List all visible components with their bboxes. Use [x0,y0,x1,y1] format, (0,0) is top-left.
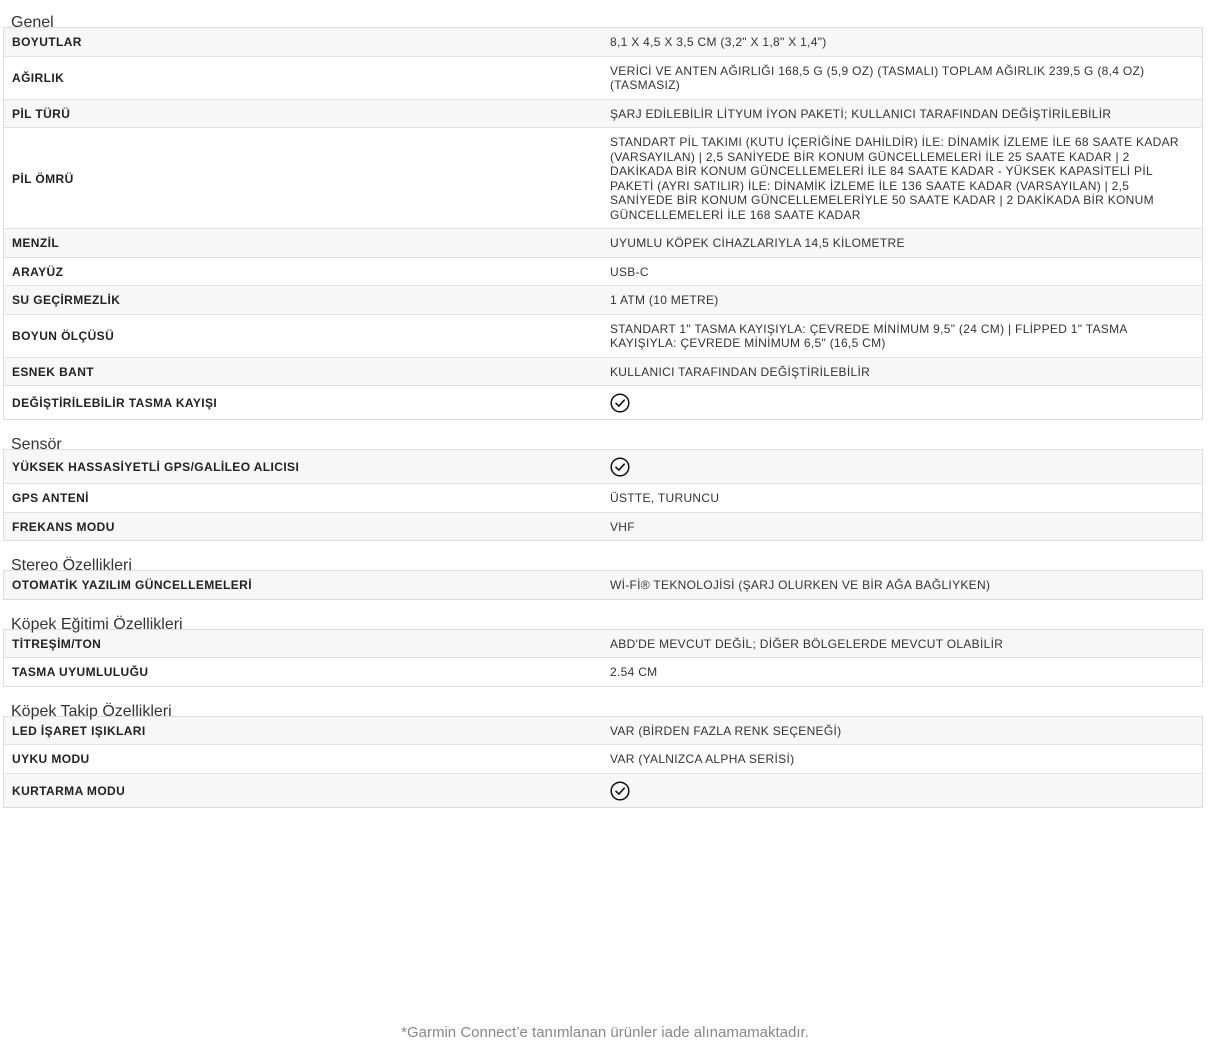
spec-value [603,57,1202,99]
spec-row [4,127,1202,228]
spec-value-text: 8,1 X 4,5 X 3,5 CM (3,2" X 1,8" X 1,4") [610,35,827,49]
spec-label: TASMA UYUMLULUĞU [12,665,149,680]
spec-label: TİTREŞİM/TON [12,636,102,651]
spec-value-text: STANDART PİL TAKIMI (KUTU İÇERİĞİNE DAHİLDİR) İLE: DİNAMİK İZLEME İLE 68 SAATE KADAR (VARSAYILAN) | 2,5 SANİYEDE BİR KONUM GÜNCELLEMELERİ İLE 25 SAATE KADAR | 2 DAKİKADA BİR KONUM GÜNCELLEMELERİ İLE 84 SAATE KADAR - YÜKSEK KAPASİTELİ PİL PAKETİ (AYRI SATILIR) İLE: DİNAMİK İZLEME İLE 136 SAATE KADAR (VARSAYILAN) | 2,5 SANİYEDE BİR KONUM GÜNCELLEMELERİYLE 50 SAATE KADAR | 2 DAKİKADA BİR KONUM GÜNCELLEMELERİ İLE 168 SAATE KADAR [610,135,1179,222]
spec-value [603,717,1202,745]
spec-value-text: KULLANICI TARAFINDAN DEĞİŞTİRİLEBİLİR [610,364,871,379]
spec-value-text: USB-C [610,264,649,279]
spec-value-text: 2.54 CM [610,665,658,679]
spec-row [4,285,1202,314]
spec-value [603,358,1202,386]
spec-value-text: VERİCİ VE ANTEN AĞIRLIĞI 168,5 G (5,9 OZ) (TASMALI) TOPLAM AĞIRLIK 239,5 G (8,4 OZ) (TASMASIZ) [610,63,1145,92]
spec-label: PİL TÜRÜ [12,106,71,121]
spec-row [4,512,1202,541]
spec-value-text: ŞARJ EDİLEBİLİR LİTYUM İYON PAKETİ; KULLANICI TARAFINDAN DEĞİŞTİRİLEBİLİR [610,106,1112,121]
section-title: Köpek Takip Özellikleri [11,702,172,720]
spec-value-text: ÜSTTE, TURUNCU [610,491,720,505]
spec-value-check [603,386,1202,419]
section-title: Stereo Özellikleri [11,557,132,574]
spec-row [4,744,1202,773]
spec-label: BOYUTLAR [12,35,82,50]
spec-label: ARAYÜZ [12,264,64,279]
spec-value [603,513,1202,541]
spec-row [4,357,1202,386]
spec-row [4,56,1202,99]
spec-row [4,28,1202,56]
spec-value [603,571,1202,599]
spec-value [603,128,1202,228]
check-circle-icon [610,457,630,477]
spec-value [603,28,1202,56]
spec-table [3,449,1203,541]
spec-row [4,773,1202,807]
spec-value [603,630,1202,658]
spec-row [4,483,1202,512]
spec-table [3,716,1203,808]
spec-value-check [603,774,1202,807]
spec-label: SU GEÇİRMEZLİK [12,293,121,308]
spec-value [603,229,1202,257]
spec-row [4,314,1202,357]
spec-value-text: UYUMLU KÖPEK CİHAZLARIYLA 14,5 KİLOMETRE [610,236,905,250]
spec-label: YÜKSEK HASSASİYETLİ GPS/GALİLEO ALICISI [12,460,300,474]
section-title: Genel [11,14,54,31]
spec-value [603,100,1202,128]
spec-value [603,745,1202,773]
spec-value-text: STANDART 1" TASMA KAYIŞIYLA: ÇEVREDE MİNİMUM 9,5" (24 CM) | FLİPPED 1" TASMA KAYIŞIYLA: ÇEVREDE MİNİMUM 6,5" (16,5 CM) [610,321,1128,350]
footnote: *Garmin Connect’e tanımlanan ürünler iade alınamamaktadır. [401,1024,809,1041]
spec-row [4,257,1202,286]
spec-label: KURTARMA MODU [12,783,126,798]
specs-container [3,0,1203,810]
spec-label: AĞIRLIK [12,71,65,85]
spec-row [4,99,1202,128]
spec-value-text: 1 ATM (10 METRE) [610,293,719,307]
spec-row [4,385,1202,419]
spec-label: OTOMATİK YAZILIM GÜNCELLEMELERİ [12,578,252,593]
spec-label: LED İŞARET IŞIKLARI [12,723,146,738]
spec-value-text: VAR (YALNIZCA ALPHA SERİSİ) [610,752,795,766]
spec-label: PİL ÖMRÜ [12,171,74,186]
spec-label: FREKANS MODU [12,519,115,534]
spec-row [4,657,1202,686]
section-title: Köpek Eğitimi Özellikleri [11,615,183,633]
spec-label: GPS ANTENİ [12,491,89,506]
spec-table [3,629,1203,687]
spec-label: UYKU MODU [12,752,90,767]
spec-label: ESNEK BANT [12,364,95,379]
spec-table [3,570,1203,600]
spec-row [4,571,1202,599]
spec-label: BOYUN ÖLÇÜSÜ [12,329,115,343]
check-circle-icon [610,781,630,801]
spec-value [603,258,1202,286]
spec-row [4,228,1202,257]
spec-row [4,717,1202,745]
spec-row [4,450,1202,483]
spec-value-check [603,450,1202,483]
spec-table [3,27,1203,420]
spec-value [603,658,1202,686]
check-circle-icon [610,393,630,413]
spec-label: DEĞİŞTİRİLEBİLİR TASMA KAYIŞI [12,396,218,410]
spec-row [4,630,1202,658]
spec-value [603,484,1202,512]
spec-value-text: Wİ-Fİ® TEKNOLOJİSİ (ŞARJ OLURKEN VE BİR AĞA BAĞLIYKEN) [610,578,991,592]
spec-value-text: ABD'DE MEVCUT DEĞİL; DİĞER BÖLGELERDE MEVCUT OLABİLİR [610,636,1004,651]
spec-value-text: VAR (BİRDEN FAZLA RENK SEÇENEĞİ) [610,723,842,738]
spec-label: MENZİL [12,236,60,251]
section-title: Sensör [11,436,62,453]
spec-value-text: VHF [610,519,635,534]
spec-value [603,315,1202,357]
spec-value [603,286,1202,314]
